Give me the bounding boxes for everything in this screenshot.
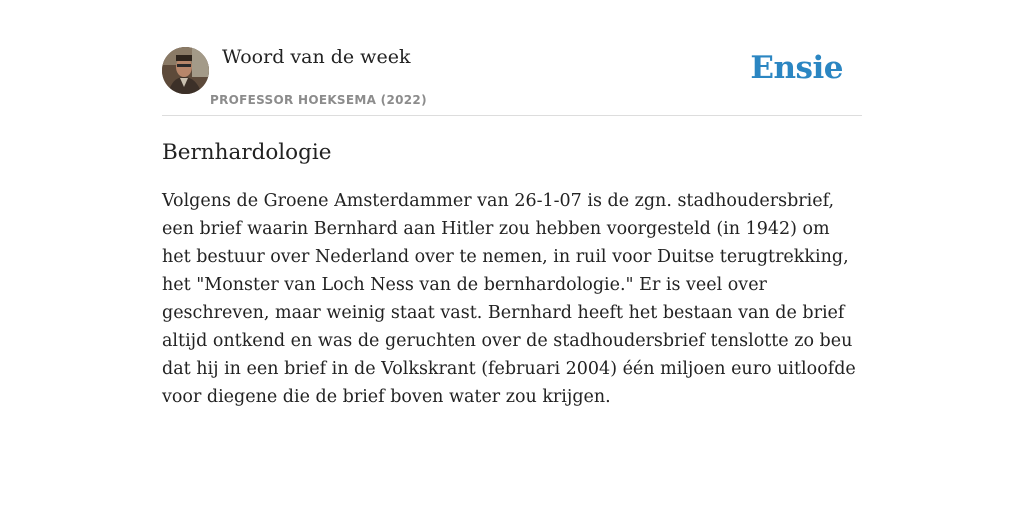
author-avatar[interactable]	[162, 47, 209, 94]
author-name[interactable]: PROFESSOR HOEKSEMA (2022)	[210, 93, 427, 107]
series-title[interactable]: Woord van de week	[222, 46, 411, 68]
entry-body: Volgens de Groene Amsterdammer van 26-1-07 is de zgn. stadhoudersbrief, een brief waarin Bernhard aan Hitler zou hebben voorgesteld (in 1942) om het bestuur over Nederland over te nemen, in ruil voor Duitse terugtrekking, het "Monster van Loch Ness van de bernhardologie." Er is veel over geschreven, maar weinig staat vast. Bernhard heeft het bestaan van de brief altijd ontkend en was de geruchten over de stadhoudersbrief tenslotte zo beu dat hij in een brief in de Volkskrant (februari 2004) één miljoen euro uitloofde voor diegene die de brief boven water zou krijgen.	[162, 191, 856, 407]
entry-card	[162, 40, 862, 411]
entry-title: Bernhardologie	[162, 140, 332, 165]
brand-logo[interactable]: Ensie	[750, 50, 843, 86]
avatar-photo-icon	[162, 47, 209, 94]
entry-header	[162, 40, 862, 116]
